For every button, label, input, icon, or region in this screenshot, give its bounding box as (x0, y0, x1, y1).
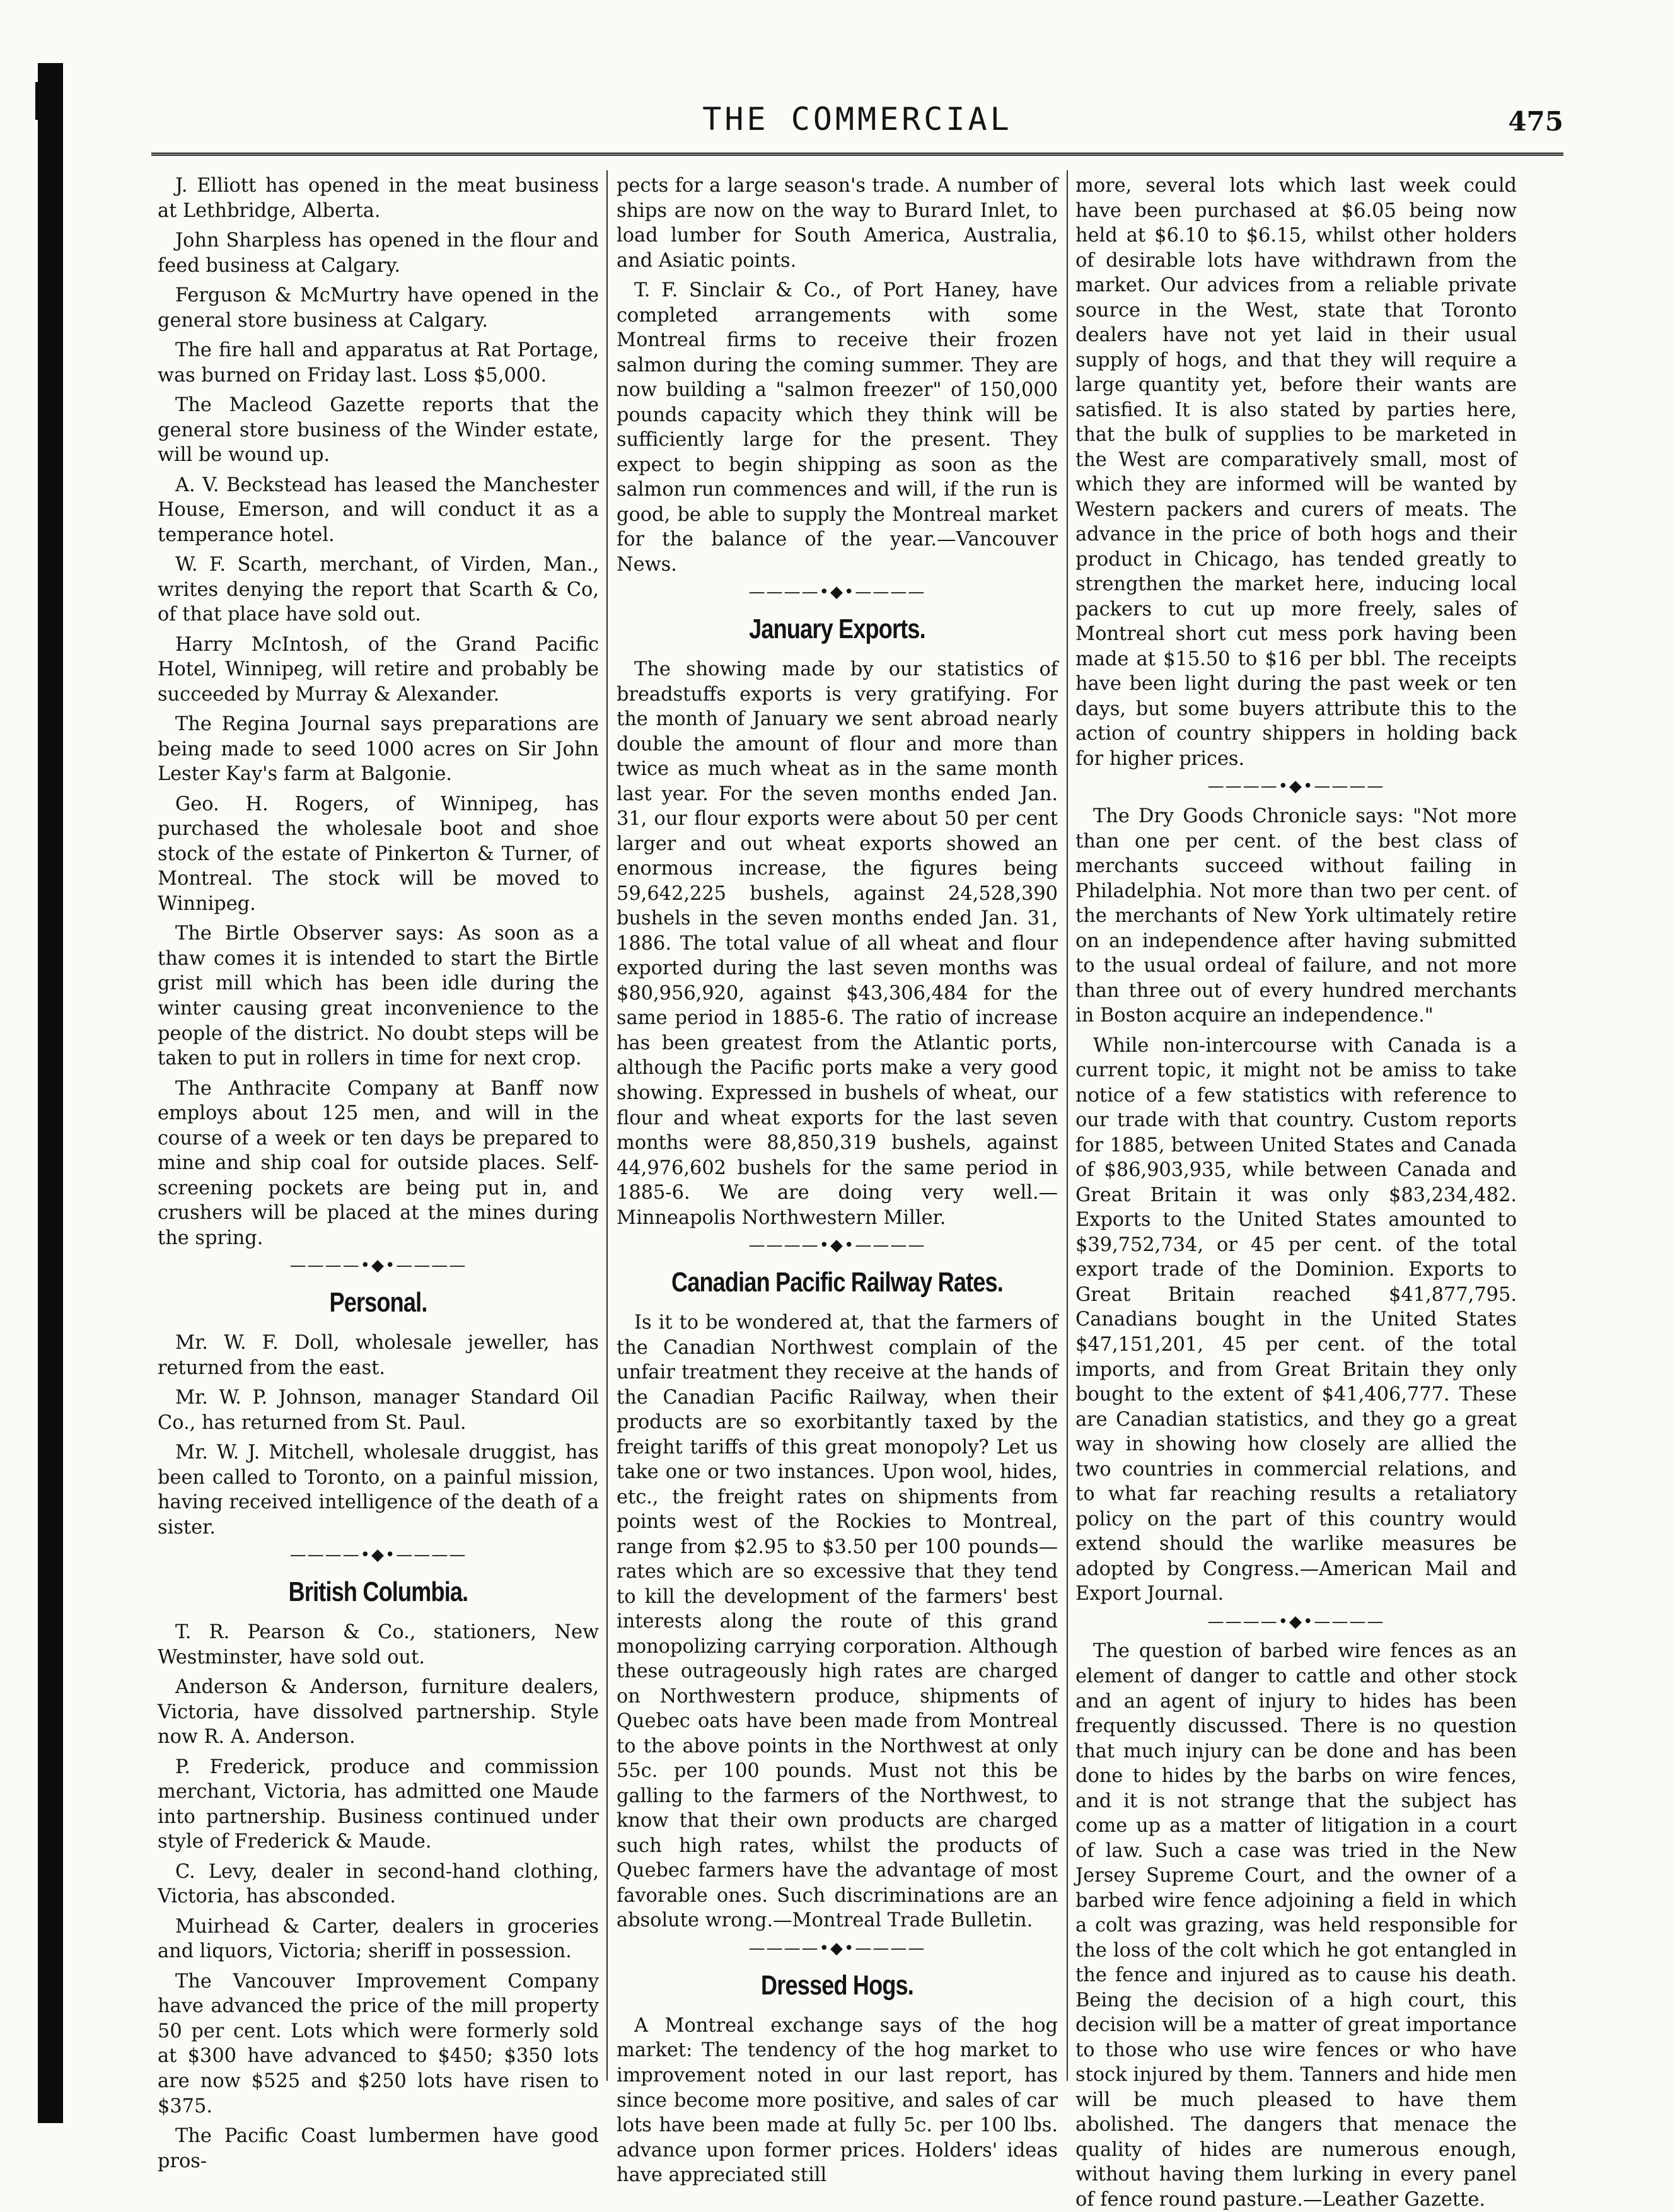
section-ornament: ————•◆•———— (748, 1236, 926, 1255)
bc-item: Muirhead & Carter, dealers in groceries and liquors, Victoria; sheriff in possession. (158, 1915, 599, 1963)
page-header (151, 95, 1563, 170)
section-heading-british-columbia: British Columbia. (288, 1576, 468, 1608)
article-body: While non-intercourse with Canada is a current topic, it might not be amiss to take notice of a few statistics with reference to our trade with that country. Custom reports for 1885, between United States and Canada of $86,903,935, while between Canada and Great Britain it was only $83,234,482. Exports to the United States amounted to $39,752,734, or 45 per cent. of the total export trade of the Dominion. Exports to Great Britain reached $41,877,795. Canadians bought in the United States $47,151,201, 45 per cent. of the total imports, and from Great Britain they only bought to the extent of $41,406,777. These are Canadian statistics, and they go a great way in showing how closely are allied the two countries in commercial relations, and to what far reaching results a retaliatory policy on the part of this country would extend should the warlike measures be adopted by Congress.—American Mail and Export Journal. (1075, 1034, 1517, 1605)
news-item: The Regina Journal says preparations are being made to seed 1000 acres on Sir John Lester Kay's farm at Balgonie. (158, 713, 599, 786)
section-heading-dressed-hogs: Dressed Hogs. (760, 1969, 913, 2001)
news-item: John Sharpless has opened in the flour and feed business at Calgary. (158, 230, 599, 277)
column-3 (1075, 173, 1517, 2211)
header-rule (151, 153, 1563, 156)
news-item: The fire hall and apparatus at Rat Portage, was burned on Friday last. Loss $5,000. (158, 339, 599, 387)
personal-item: Mr. W. P. Johnson, manager Standard Oil Co., has returned from St. Paul. (158, 1387, 599, 1434)
news-item: pects for a large season's trade. A number of ships are now on the way to Burard Inlet, to load lumber for South America, Australia, and Asiatic points. (617, 175, 1058, 272)
section-ornament: ————•◆•———— (748, 1938, 926, 1958)
bc-item: The Pacific Coast lumbermen have good pros- (158, 2125, 599, 2172)
news-item: T. F. Sinclair & Co., of Port Haney, have completed arrangements with some Montreal firms to receive their frozen salmon during the coming summer. They are now building a "salmon freezer" of 150,000 pounds capacity which they think will be sufficiently large for the present. They expect to begin shipping as soon as the salmon run commences and will, if the run is good, be able to supply the Montreal market for the balance of the year.—Vancouver News. (617, 279, 1058, 576)
news-item: J. Elliott has opened in the meat business at Lethbridge, Alberta. (158, 175, 599, 222)
section-ornament: ————•◆•———— (748, 583, 926, 602)
article-body: Is it to be wondered at, that the farmers of the Canadian Northwest complain of the unfair treatment they receive at the hands of the Canadian Pacific Railway, when their products are so exorbitantly taxed by the freight tariffs of this great monopoly? Let us take one or two instances. Upon wool, hides, etc., the freight rates on shipments from points west of the Rockies to Montreal, range from $2.95 to $3.50 per 100 pounds—rates which are so excessive that they tend to kill the development of the farmers' best interests along the route of this grand monopolizing carrying corporation. Although these outrageously high rates are charged on Northwestern produce, shipments of Quebec oats have been made from Montreal to the above points in the Northwest at only 55c. per 100 pounds. Must not this be galling to the farmers of the Northwest, to know that their own products are charged such high rates, whilst the products of Quebec farmers have the advantage of most favorable ones. Such discriminations are an absolute wrong.—Montreal Trade Bulletin. (617, 1312, 1058, 1932)
news-item: Harry McIntosh, of the Grand Pacific Hotel, Winnipeg, will retire and probably be succeeded by Murray & Alexander. (158, 633, 599, 706)
article-body: A Montreal exchange says of the hog market: The tendency of the hog market to improvement noted in our last report, has since become more positive, and sales of car lots have been made at fully 5c. per 100 lbs. advance upon former prices. Holders' ideas have appreciated still (617, 2014, 1058, 2187)
running-title: THE COMMERCIAL (702, 101, 1012, 137)
article-body: The showing made by our statistics of breadstuffs exports is very gratifying. For the month of January we sent abroad nearly double the amount of flour and more than twice as much wheat as in the same month last year. For the seven months ended Jan. 31, our flour exports were about 50 per cent larger and out wheat exports showed an enormous increase, the figures being 59,642,225 bushels, against 24,528,390 bushels in the seven months ended Jan. 31, 1886. The total value of all wheat and flour exported during the last seven months was $80,956,920, against $43,306,484 for the same period in 1885-6. The ratio of increase has been greatest from the Atlantic ports, although the Pacific ports make a very good showing. Expressed in bushels of wheat, our flour and wheat exports for the last seven months were 88,850,319 bushels, against 44,976,602 bushels for the same period in 1885-6. We are doing very well.—Minneapolis Northwestern Miller. (617, 658, 1058, 1229)
column-divider (1067, 170, 1068, 2081)
column-1 (158, 173, 599, 2172)
section-ornament: ————•◆•———— (1207, 1612, 1385, 1631)
news-item: A. V. Beckstead has leased the Manchester House, Emerson, and will conduct it as a temperance hotel. (158, 474, 599, 546)
article-body: The Dry Goods Chronicle says: "Not more than one per cent. of the best class of merchants succeed without failing in Philadelphia. Not more than two per cent. of the merchants of New York ultimately retire on an independence after having submitted to the usual ordeal of failure, and not more than three out of every hundred merchants in Boston acquire an independence." (1075, 805, 1517, 1027)
bc-item: The Vancouver Improvement Company have advanced the price of the mill property 50 per cent. Lots which were formerly sold at $300 have advanced to $450; $350 lots are now $525 and $250 lots have risen to $375. (158, 1970, 599, 2117)
section-ornament: ————•◆•———— (289, 1545, 467, 1565)
personal-item: Mr. W. J. Mitchell, wholesale druggist, has been called to Toronto, on a painful mission, having received intelligence of the death of a sister. (158, 1441, 599, 1539)
article-body: more, several lots which last week could have been purchased at $6.05 being now held at $6.10 to $6.15, whilst other holders of desirable lots have withdrawn from the market. Our advices from a reliable private source in the West, state that Toronto dealers have not yet laid in their usual supply of hogs, and that they will require a large quantity yet, before their wants are satisfied. It is also stated by parties here, that the bulk of supplies to be marketed in the West are comparatively small, most of which they are informed will be wanted by Western packers and curers of meats. The advance in the price of both hogs and their product in Chicago, has tended greatly to strengthen the market here, inducing local packers to cut up more freely, sales of Montreal short cut mess pork having been made at $15.50 to $16 per bbl. The receipts have been light during the past week or ten days, but some buyers attribute this to the action of country shippers in holding back for higher prices. (1075, 175, 1517, 770)
section-heading-january-exports: January Exports. (749, 614, 925, 645)
article-body: The question of barbed wire fences as an element of danger to cattle and other stock and an agent of injury to hides has been frequently discussed. There is no question that much injury can be done and has been done to hides by the barbs on wire fences, and it is not strange that the subject has come up as a matter of litigation in a court of law. Such a case was tried in the New Jersey Supreme Court, and the owner of a barbed wire fence adjoining a field in which a colt was grazing, was held responsible for the loss of the colt which he got entangled in the fence and injured as to cause his death. Being the decision of a high court, this decision will be a matter of great importance to those who use wire fences or who have stock injured by them. Tanners and hide men will be much pleased to have them abolished. The dangers that menace the quality of hides are numerous enough, without having them lurking in every panel of fence round pasture.—Leather Gazette. (1075, 1640, 1517, 2211)
bc-item: C. Levy, dealer in second-hand clothing, Victoria, has absconded. (158, 1860, 599, 1908)
bc-item: P. Frederick, produce and commission merchant, Victoria, has admitted one Maude into partnership. Business continued under style of Frederick & Maude. (158, 1755, 599, 1853)
scan-edge-bar (38, 63, 63, 2123)
news-item: The Birtle Observer says: As soon as a thaw comes it is intended to start the Birtle grist mill which has been idle during the winter causing great inconvenience to the people of the district. No doubt steps will be taken to put in rollers in time for next crop. (158, 923, 599, 1070)
news-item: Geo. H. Rogers, of Winnipeg, has purchased the wholesale boot and shoe stock of the estate of Pinkerton & Turner, of Montreal. The stock will be moved to Winnipeg. (158, 793, 599, 915)
news-item: W. F. Scarth, merchant, of Virden, Man., writes denying the report that Scarth & Co, of that place have sold out. (158, 554, 599, 626)
news-item: Ferguson & McMurtry have opened in the general store business at Calgary. (158, 284, 599, 332)
section-ornament: ————•◆•———— (289, 1256, 467, 1276)
news-item: The Macleod Gazette reports that the general store business of the Winder estate, will be wound up. (158, 394, 599, 467)
personal-item: Mr. W. F. Doll, wholesale jeweller, has returned from the east. (158, 1332, 599, 1379)
scan-edge-mark (35, 82, 45, 120)
bc-item: Anderson & Anderson, furniture dealers, Victoria, have dissolved partnership. Style now R. A. Anderson. (158, 1676, 599, 1749)
section-ornament: ————•◆•———— (1207, 777, 1385, 796)
page-number: 475 (1508, 106, 1563, 137)
section-heading-railway-rates: Canadian Pacific Railway Rates. (671, 1266, 1004, 1298)
column-2 (617, 173, 1058, 2187)
column-divider (606, 170, 608, 2081)
section-heading-personal: Personal. (329, 1286, 427, 1318)
bc-item: T. R. Pearson & Co., stationers, New Westminster, have sold out. (158, 1621, 599, 1668)
news-item: The Anthracite Company at Banff now employs about 125 men, and will in the course of a week or ten days be prepared to mine and ship coal for outside places. Self-screening pockets are being put in, and crushers will be placed at the mines during the spring. (158, 1077, 599, 1249)
